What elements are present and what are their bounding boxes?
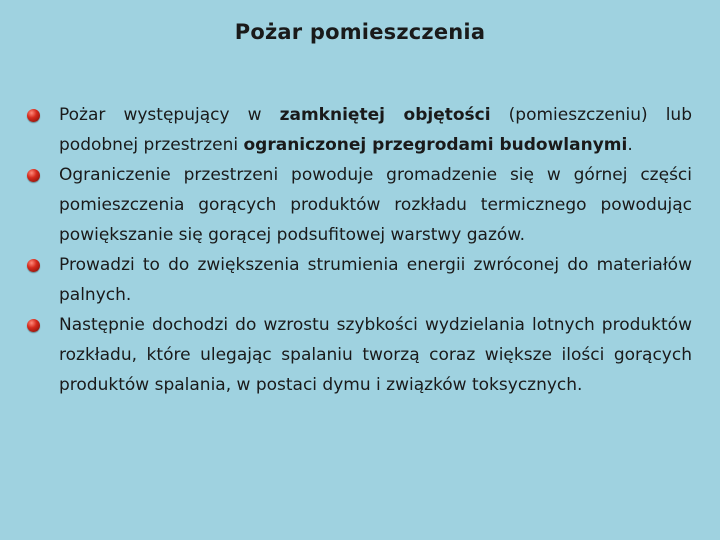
bullet-item	[24, 310, 692, 400]
bullet-segment: Prowadzi to do zwiększenia strumienia energii zwróconej do materiałów palnych.	[59, 255, 692, 305]
bullet-text	[59, 100, 692, 160]
bullet-text	[59, 310, 692, 400]
bullet-segment: (pomieszczeniu) lub podobnej przestrzeni	[59, 105, 692, 155]
bullet-item	[24, 100, 692, 160]
bullet-segment: .	[627, 135, 633, 155]
bullet-emphasis: zamkniętej objętości	[279, 105, 491, 125]
bullet-item	[24, 160, 692, 250]
bullet-segment: Następnie dochodzi do wzrostu szybkości wydzielania lotnych produktów rozkładu, które ulegając spalaniu tworzą coraz większe ilości gorących produktów spalania, w postaci dymu i związków toksycznych.	[59, 315, 692, 395]
bullet-icon	[27, 169, 40, 182]
bullet-item	[24, 250, 692, 310]
bullet-text	[59, 250, 692, 310]
bullet-list	[24, 100, 692, 400]
bullet-segment: Ograniczenie przestrzeni powoduje gromadzenie się w górnej części pomieszczenia gorących produktów rozkładu termicznego powodując powiększanie się gorącej podsufitowej warstwy gazów.	[59, 165, 692, 245]
bullet-icon	[27, 259, 40, 272]
bullet-icon	[27, 109, 40, 122]
bullet-icon	[27, 319, 40, 332]
slide-title: Pożar pomieszczenia	[234, 20, 486, 44]
bullet-segment: Pożar występujący w	[59, 105, 280, 125]
bullet-emphasis: ograniczonej przegrodami budowlanymi	[243, 135, 628, 155]
bullet-text	[59, 160, 692, 250]
